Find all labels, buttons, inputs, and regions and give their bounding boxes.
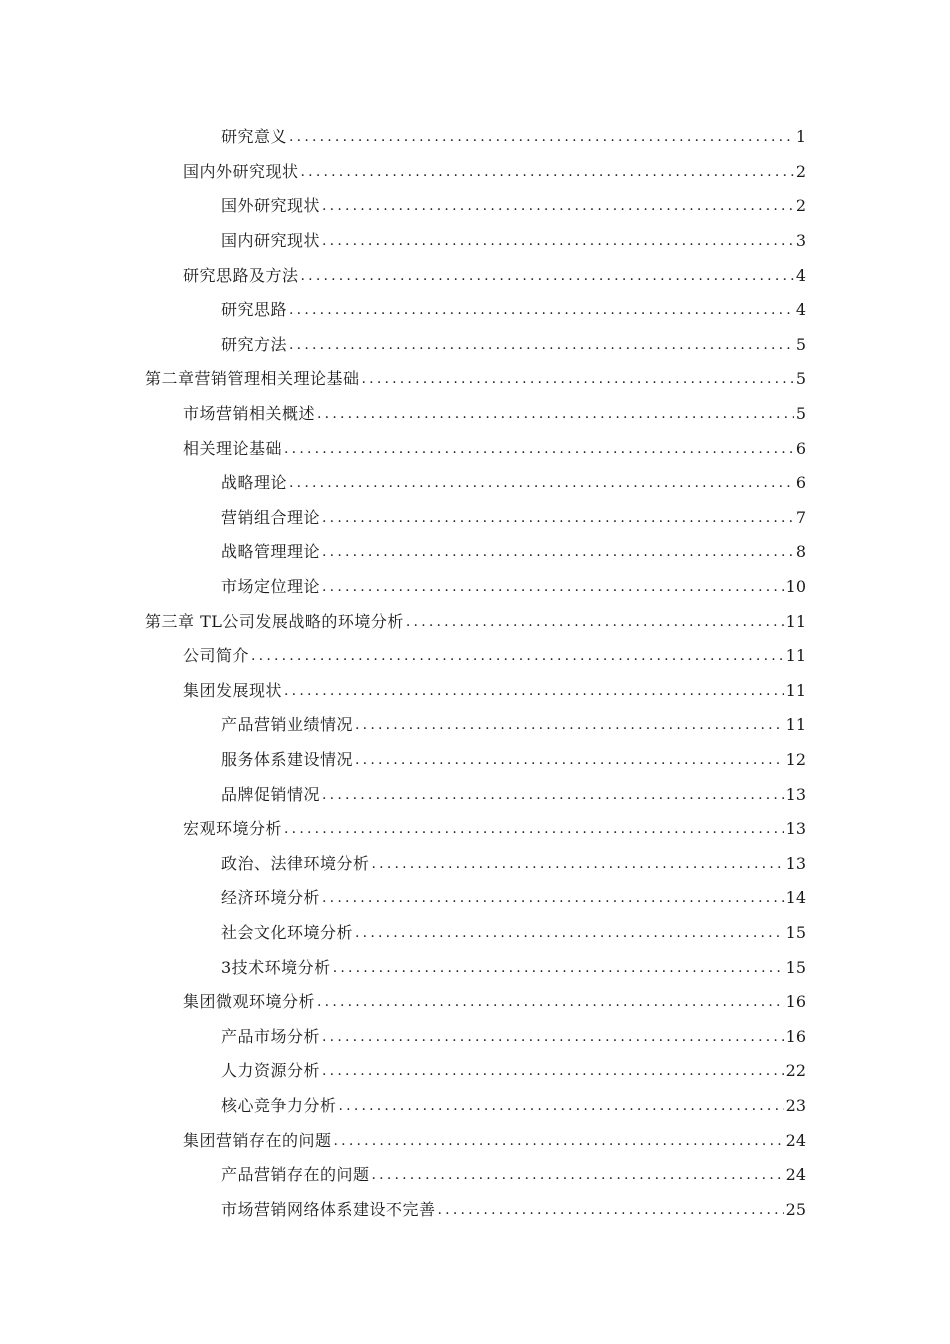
toc-entry-title: 服务体系建设情况	[221, 749, 354, 769]
toc-entry[interactable]	[0, 535, 950, 570]
toc-entry-title: 集团微观环境分析	[183, 992, 316, 1012]
toc-entry-title: 市场定位理论	[221, 577, 321, 597]
toc-entry-page-number: 5	[795, 334, 806, 354]
toc-entry-page-number: 25	[785, 1199, 806, 1219]
toc-dot-leader	[317, 992, 784, 1012]
toc-entry[interactable]	[0, 985, 950, 1020]
toc-entry-page-number: 16	[785, 992, 806, 1012]
toc-dot-leader	[289, 300, 794, 320]
toc-entry[interactable]	[0, 189, 950, 224]
toc-entry-title: 战略理论	[221, 473, 288, 493]
toc-entry-title: 宏观环境分析	[183, 819, 283, 839]
toc-entry-title: 政治、法律环境分析	[221, 853, 370, 873]
toc-entry-page-number: 12	[785, 749, 806, 769]
toc-entry-title: 战略管理理论	[221, 542, 321, 562]
toc-dot-leader	[322, 196, 794, 216]
toc-entry[interactable]	[0, 1019, 950, 1054]
toc-entry-title: 经济环境分析	[221, 888, 321, 908]
toc-entry-page-number: 13	[785, 784, 806, 804]
toc-entry[interactable]	[0, 708, 950, 743]
toc-entry-title: 研究方法	[221, 334, 288, 354]
toc-entry[interactable]	[0, 362, 950, 397]
toc-dot-leader	[372, 854, 784, 874]
toc-entry-title: 第二章营销管理相关理论基础	[145, 369, 360, 389]
toc-entry-title: 产品营销业绩情况	[221, 715, 354, 735]
toc-entry-title: 研究意义	[221, 127, 288, 147]
toc-dot-leader	[406, 612, 784, 632]
toc-entry[interactable]	[0, 950, 950, 985]
toc-entry-title: 人力资源分析	[221, 1061, 321, 1081]
toc-entry-page-number: 1	[795, 127, 806, 147]
toc-entry[interactable]	[0, 570, 950, 605]
toc-dot-leader	[355, 923, 784, 943]
toc-dot-leader	[322, 508, 794, 528]
toc-entry[interactable]	[0, 846, 950, 881]
toc-entry-page-number: 6	[795, 473, 806, 493]
toc-entry-title: 公司简介	[183, 646, 250, 666]
toc-entry[interactable]	[0, 674, 950, 709]
toc-entry[interactable]	[0, 224, 950, 259]
toc-dot-leader	[322, 542, 794, 562]
toc-entry-title: 品牌促销情况	[221, 784, 321, 804]
toc-entry-title: 研究思路及方法	[183, 265, 299, 285]
toc-entry-page-number: 8	[795, 542, 806, 562]
toc-dot-leader	[322, 1027, 784, 1047]
toc-entry-title: 国内外研究现状	[183, 161, 299, 181]
toc-dot-leader	[322, 231, 794, 251]
toc-entry-title: 第三章 TL公司发展战略的环境分析	[145, 611, 404, 631]
toc-entry[interactable]	[0, 743, 950, 778]
toc-entry-page-number: 5	[795, 404, 806, 424]
toc-entry[interactable]	[0, 397, 950, 432]
toc-entry[interactable]	[0, 466, 950, 501]
toc-entry[interactable]	[0, 501, 950, 536]
toc-entry-title: 产品市场分析	[221, 1026, 321, 1046]
toc-entry[interactable]	[0, 120, 950, 155]
toc-dot-leader	[317, 404, 794, 424]
toc-entry-title: 集团营销存在的问题	[183, 1130, 332, 1150]
toc-entry-title: 相关理论基础	[183, 438, 283, 458]
toc-entry-page-number: 4	[795, 300, 806, 320]
toc-entry-title: 市场营销相关概述	[183, 404, 316, 424]
toc-entry-page-number: 7	[795, 507, 806, 527]
toc-entry-page-number: 11	[785, 646, 806, 666]
toc-entry-page-number: 16	[785, 1026, 806, 1046]
toc-entry[interactable]	[0, 431, 950, 466]
toc-dot-leader	[372, 1165, 784, 1185]
toc-dot-leader	[334, 1131, 784, 1151]
toc-entry-title: 研究思路	[221, 300, 288, 320]
toc-entry-page-number: 11	[785, 611, 806, 631]
toc-dot-leader	[284, 681, 784, 701]
toc-entry-page-number: 22	[785, 1061, 806, 1081]
toc-entry-title: 社会文化环境分析	[221, 922, 354, 942]
toc-entry-title: 产品营销存在的问题	[221, 1165, 370, 1185]
toc-entry-title: 国外研究现状	[221, 196, 321, 216]
toc-entry[interactable]	[0, 1089, 950, 1124]
toc-entry[interactable]	[0, 155, 950, 190]
toc-entry[interactable]	[0, 1123, 950, 1158]
toc-entry-page-number: 2	[795, 196, 806, 216]
toc-entry-page-number: 10	[785, 577, 806, 597]
toc-dot-leader	[339, 1096, 784, 1116]
toc-dot-leader	[289, 127, 794, 147]
toc-entry-page-number: 5	[795, 369, 806, 389]
toc-dot-leader	[289, 473, 794, 493]
toc-entry[interactable]	[0, 639, 950, 674]
toc-dot-leader	[322, 1061, 784, 1081]
toc-dot-leader	[301, 162, 794, 182]
toc-entry[interactable]	[0, 812, 950, 847]
toc-dot-leader	[333, 958, 784, 978]
toc-dot-leader	[251, 646, 784, 666]
toc-entry-page-number: 4	[795, 265, 806, 285]
toc-dot-leader	[355, 750, 784, 770]
toc-dot-leader	[322, 888, 784, 908]
toc-entry[interactable]	[0, 1158, 950, 1193]
toc-entry[interactable]	[0, 1054, 950, 1089]
toc-entry-page-number: 24	[785, 1130, 806, 1150]
toc-entry-page-number: 14	[785, 888, 806, 908]
toc-entry-title: 市场营销网络体系建设不完善	[221, 1199, 436, 1219]
toc-entry[interactable]	[0, 1192, 950, 1227]
toc-entry[interactable]	[0, 916, 950, 951]
toc-dot-leader	[322, 577, 784, 597]
toc-entry[interactable]	[0, 881, 950, 916]
toc-entry-page-number: 15	[785, 957, 806, 977]
toc-entry-page-number: 6	[795, 438, 806, 458]
toc-dot-leader	[284, 819, 784, 839]
toc-entry-page-number: 3	[795, 231, 806, 251]
toc-entry-page-number: 11	[785, 680, 806, 700]
toc-dot-leader	[289, 335, 794, 355]
toc-entry[interactable]	[0, 604, 950, 639]
toc-entry-title: 集团发展现状	[183, 680, 283, 700]
toc-dot-leader	[284, 439, 794, 459]
toc-entry-title: 营销组合理论	[221, 507, 321, 527]
table-of-contents	[0, 120, 950, 1227]
toc-entry[interactable]	[0, 777, 950, 812]
toc-entry-title: 国内研究现状	[221, 231, 321, 251]
toc-dot-leader	[355, 715, 784, 735]
toc-dot-leader	[322, 785, 784, 805]
toc-entry-title: 3技术环境分析	[221, 957, 331, 977]
toc-entry[interactable]	[0, 293, 950, 328]
toc-entry[interactable]	[0, 258, 950, 293]
toc-dot-leader	[301, 266, 794, 286]
toc-entry-page-number: 23	[785, 1095, 806, 1115]
toc-entry[interactable]	[0, 328, 950, 363]
toc-entry-page-number: 15	[785, 922, 806, 942]
toc-entry-title: 核心竞争力分析	[221, 1095, 337, 1115]
toc-entry-page-number: 13	[785, 853, 806, 873]
toc-entry-page-number: 2	[795, 161, 806, 181]
toc-dot-leader	[362, 369, 794, 389]
toc-entry-page-number: 11	[785, 715, 806, 735]
toc-dot-leader	[438, 1200, 784, 1220]
toc-entry-page-number: 13	[785, 819, 806, 839]
toc-entry-page-number: 24	[785, 1165, 806, 1185]
